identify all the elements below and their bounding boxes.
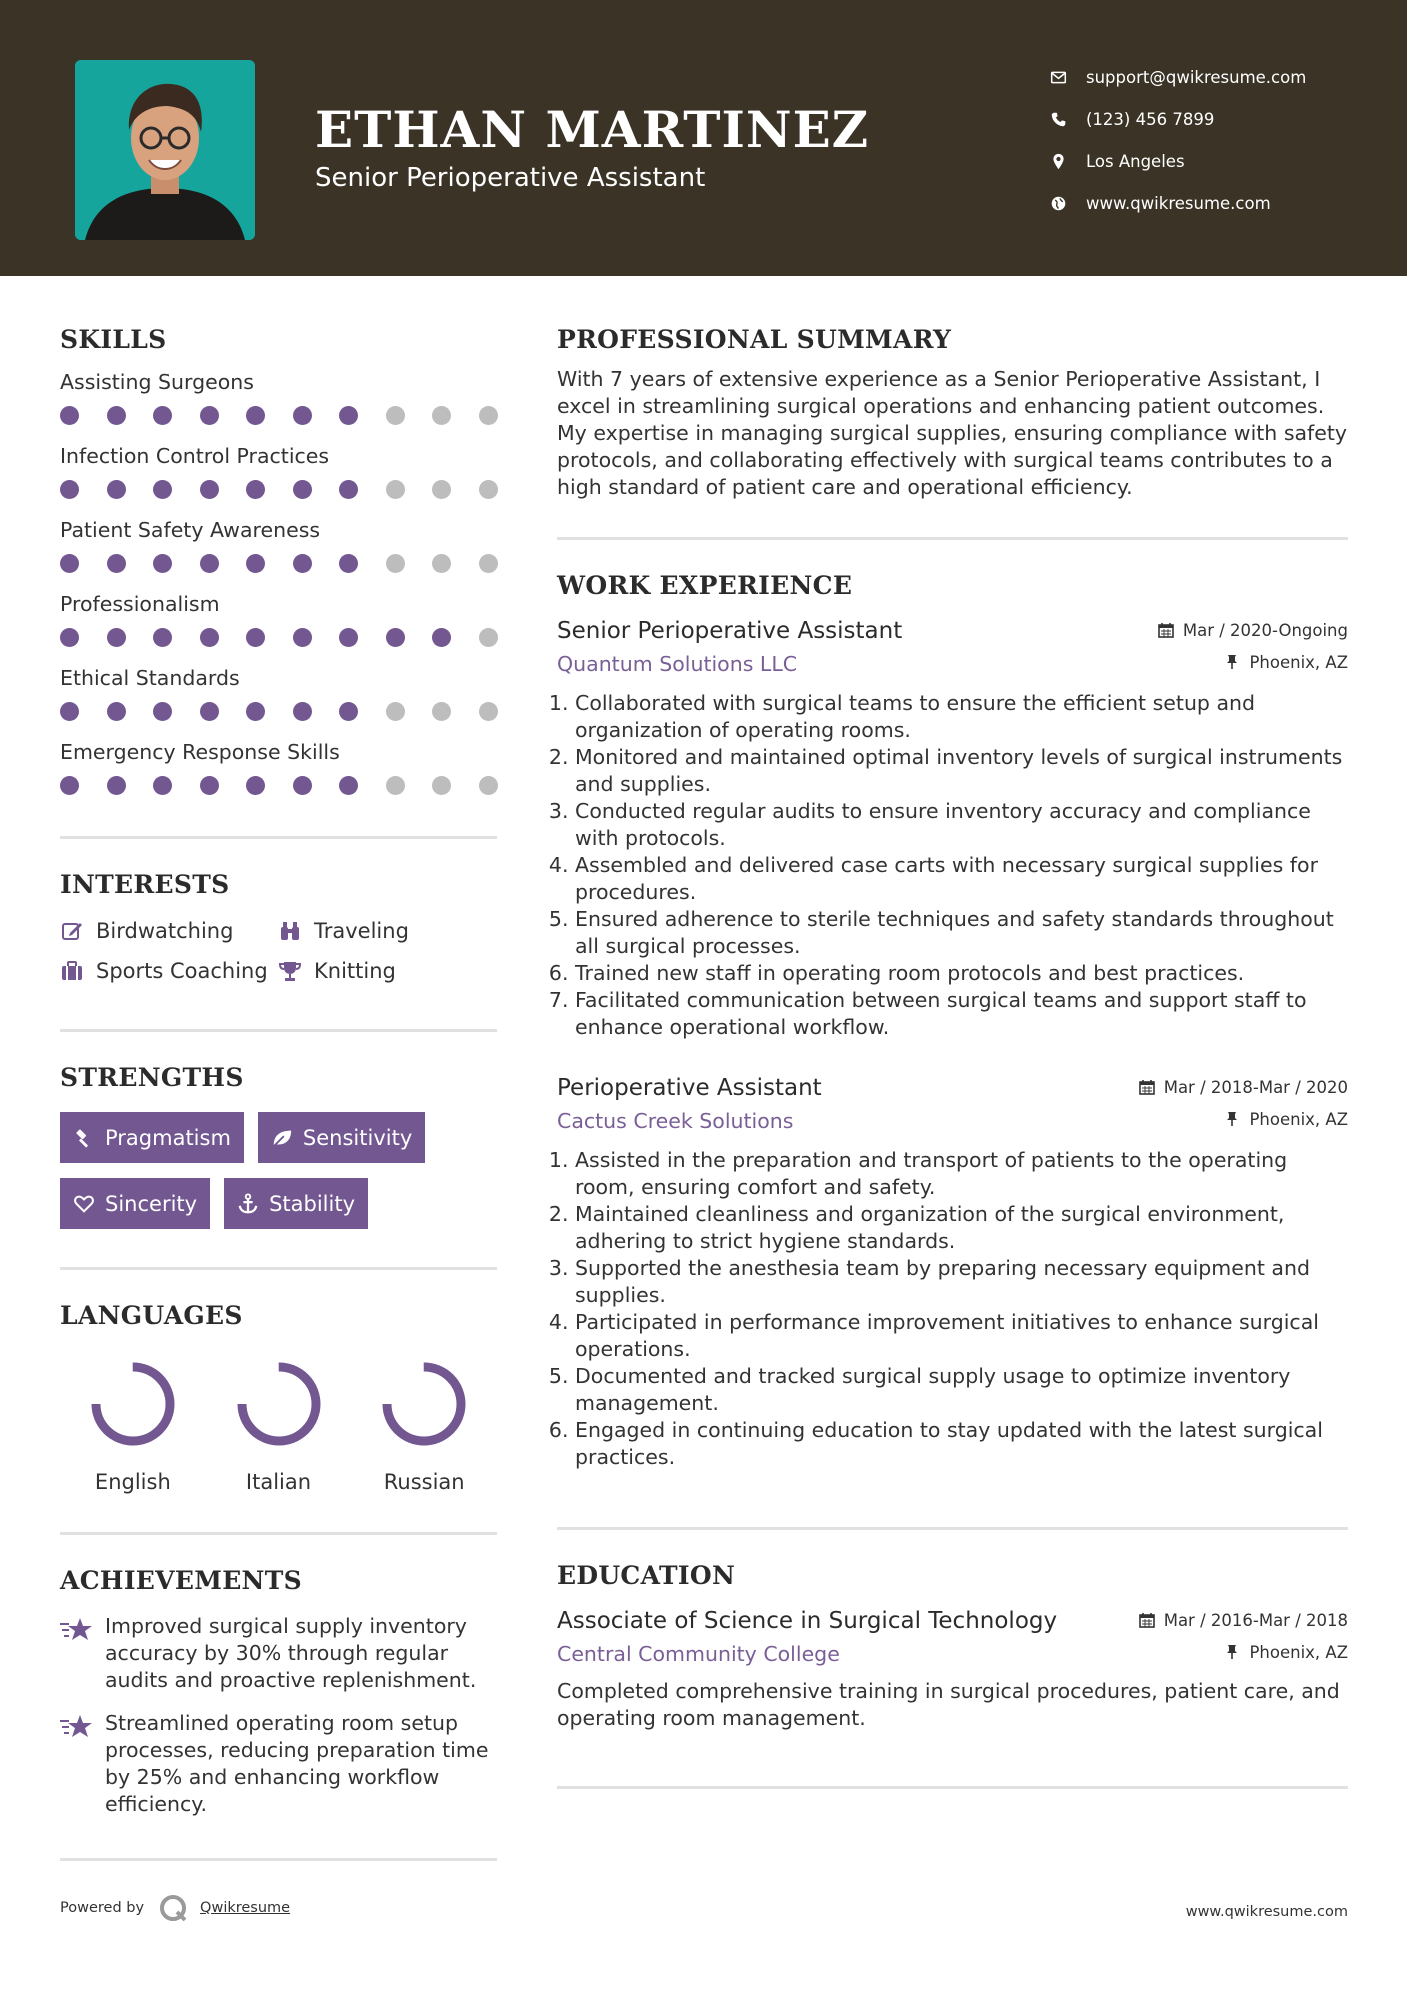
rating-dot — [107, 406, 126, 425]
skill-name: Infection Control Practices — [60, 444, 330, 468]
contact-list — [1050, 56, 1370, 224]
contact-website-text: www.qwikresume.com — [1086, 193, 1271, 213]
job-bullet: 1. Assisted in the preparation and transport of patients to the operating room, ensuring comfort and safety. — [575, 1147, 1348, 1201]
rating-dot — [60, 480, 79, 499]
job-bullet: 6. Engaged in continuing education to stay updated with the latest surgical practices. — [575, 1417, 1348, 1471]
skill-name: Assisting Surgeons — [60, 370, 254, 394]
interests-heading: INTERESTS — [60, 870, 230, 899]
education-description: Completed comprehensive training in surgical procedures, patient care, and operating room management. — [557, 1679, 1340, 1730]
interests-list — [60, 919, 497, 983]
rating-dot — [339, 702, 358, 721]
rating-dot — [60, 406, 79, 425]
job-role: Perioperative Assistant — [557, 1075, 822, 1101]
map-pin-icon — [1050, 153, 1086, 170]
education-entry — [557, 1604, 1348, 1732]
rating-dot — [339, 480, 358, 499]
experience-heading: WORK EXPERIENCE — [557, 571, 853, 600]
job-dates: Mar / 2018-Mar / 2020 — [1139, 1071, 1348, 1103]
languages-list — [60, 1358, 497, 1494]
footer-brand-link[interactable]: Qwikresume — [200, 1900, 291, 1916]
job-meta — [1139, 1071, 1348, 1135]
rating-dot — [107, 628, 126, 647]
resume-header — [0, 0, 1407, 276]
rating-dot — [386, 406, 405, 425]
pushpin-icon — [1224, 654, 1240, 670]
contact-website[interactable] — [1050, 182, 1370, 224]
job-bullet: 5. Documented and tracked surgical supply usage to optimize inventory management. — [575, 1363, 1348, 1417]
job-bullet: 4. Assembled and delivered case carts with necessary surgical supplies for procedures. — [575, 852, 1348, 906]
job-header — [557, 614, 1348, 678]
summary-heading: PROFESSIONAL SUMMARY — [557, 325, 952, 354]
gavel-icon — [73, 1127, 105, 1149]
skills-heading: SKILLS — [60, 325, 167, 354]
job-bullet: 2. Maintained cleanliness and organization of the surgical environment, adhering to strict hygiene standards. — [575, 1201, 1348, 1255]
job-bullet: 5. Ensured adherence to sterile techniques and safety standards throughout all surgical processes. — [575, 906, 1348, 960]
strength-tag: Stability — [224, 1178, 368, 1229]
rating-dot — [432, 776, 451, 795]
rating-dot — [153, 776, 172, 795]
rating-dot — [479, 480, 498, 499]
achievements-list — [60, 1613, 497, 1818]
language-level-ring — [233, 1358, 325, 1450]
rating-dot — [432, 702, 451, 721]
skill-rating — [60, 766, 497, 804]
contact-email[interactable] — [1050, 56, 1370, 98]
heart-icon — [73, 1193, 105, 1215]
rating-dot — [60, 628, 79, 647]
job-meta — [1158, 614, 1348, 678]
section-divider — [60, 1267, 497, 1270]
section-divider — [60, 1858, 497, 1861]
education-degree: Associate of Science in Surgical Technology — [557, 1608, 1058, 1634]
contact-location-text: Los Angeles — [1086, 151, 1185, 171]
star-award-icon — [60, 1710, 105, 1818]
interest-item: Traveling — [278, 919, 497, 943]
achievement-item: Streamlined operating room setup processes, reducing preparation time by 25% and enhancing workflow efficiency. — [60, 1710, 497, 1818]
rating-dot — [153, 702, 172, 721]
rating-dot — [293, 702, 312, 721]
skill-rating — [60, 618, 497, 656]
briefcase-icon — [60, 959, 96, 983]
language-level-ring — [87, 1358, 179, 1450]
rating-dot — [432, 406, 451, 425]
rating-dot — [339, 406, 358, 425]
right-column — [557, 320, 1348, 1789]
calendar-icon — [1139, 1079, 1155, 1095]
candidate-name: ETHAN MARTINEZ — [315, 100, 870, 159]
trophy-icon — [278, 959, 314, 983]
rating-dot — [386, 554, 405, 573]
job-bullet: 3. Supported the anesthesia team by preparing necessary equipment and supplies. — [575, 1255, 1348, 1309]
skill-name: Ethical Standards — [60, 666, 240, 690]
rating-dot — [386, 480, 405, 499]
rating-dot — [107, 702, 126, 721]
star-award-icon — [60, 1613, 105, 1694]
rating-dot — [153, 628, 172, 647]
language-name: Italian — [245, 1470, 312, 1494]
contact-email-text: support@qwikresume.com — [1086, 67, 1307, 87]
skill-name: Professionalism — [60, 592, 220, 616]
rating-dot — [386, 628, 405, 647]
job-company: Quantum Solutions LLC — [557, 652, 798, 676]
education-school: Central Community College — [557, 1642, 840, 1666]
job-entry — [557, 614, 1348, 1041]
rating-dot — [60, 776, 79, 795]
footer-url[interactable]: www.qwikresume.com — [1185, 1904, 1348, 1920]
candidate-title: Senior Perioperative Assistant — [315, 163, 706, 193]
rating-dot — [200, 406, 219, 425]
job-company: Cactus Creek Solutions — [557, 1109, 794, 1133]
achievement-item: Improved surgical supply inventory accuracy by 30% through regular audits and proactive replenishment. — [60, 1613, 497, 1694]
rating-dot — [60, 702, 79, 721]
language-level-ring — [378, 1358, 470, 1450]
rating-dot — [60, 554, 79, 573]
rating-dot — [246, 702, 265, 721]
education-location: Phoenix, AZ — [1139, 1636, 1348, 1668]
rating-dot — [246, 776, 265, 795]
strengths-heading: STRENGTHS — [60, 1063, 244, 1092]
job-bullets — [557, 690, 1348, 1041]
globe-icon — [1050, 195, 1086, 212]
binoculars-icon — [278, 919, 314, 943]
rating-dot — [153, 554, 172, 573]
anchor-icon — [237, 1193, 269, 1215]
job-bullets — [557, 1147, 1348, 1471]
interest-item: Sports Coaching — [60, 959, 278, 983]
job-bullet: 4. Participated in performance improvement initiatives to enhance surgical operations. — [575, 1309, 1348, 1363]
avatar — [75, 60, 255, 240]
rating-dot — [293, 628, 312, 647]
rating-dot — [432, 628, 451, 647]
calendar-icon — [1139, 1612, 1155, 1628]
job-bullet: 1. Collaborated with surgical teams to ensure the efficient setup and organization of operating rooms. — [575, 690, 1348, 744]
calendar-icon — [1158, 622, 1174, 638]
rating-dot — [107, 776, 126, 795]
rating-dot — [200, 702, 219, 721]
section-divider — [60, 1029, 497, 1032]
skill-name: Emergency Response Skills — [60, 740, 340, 764]
rating-dot — [200, 554, 219, 573]
summary-text: With 7 years of extensive experience as a Senior Perioperative Assistant, I excel in streamlining surgical operations and enhancing patient outcomes. My expertise in managing surgical supplies, ensuring compliance with safety protocols, and collaborating effectively with surgical teams contributes to a high standard of patient care and operational efficiency. — [557, 367, 1348, 499]
rating-dot — [200, 776, 219, 795]
section-divider — [557, 1786, 1348, 1789]
skills-list — [60, 368, 497, 804]
language-name: Russian — [383, 1470, 465, 1494]
section-divider — [557, 1527, 1348, 1530]
qwikresume-logo-icon — [158, 1893, 188, 1923]
job-location: Phoenix, AZ — [1158, 646, 1348, 678]
contact-phone-text: (123) 456 7899 — [1086, 109, 1215, 129]
language-item — [206, 1358, 352, 1494]
job-dates: Mar / 2020-Ongoing — [1158, 614, 1348, 646]
strength-tag: Sincerity — [60, 1178, 210, 1229]
envelope-icon — [1050, 69, 1086, 86]
rating-dot — [479, 702, 498, 721]
skill-name: Patient Safety Awareness — [60, 518, 321, 542]
interest-item: Birdwatching — [60, 919, 278, 943]
footer-powered-by: Powered by Qwikresume — [60, 1893, 290, 1923]
phone-icon — [1050, 111, 1086, 128]
section-divider — [60, 1532, 497, 1535]
profile-photo — [75, 60, 255, 240]
rating-dot — [293, 554, 312, 573]
strength-tag: Pragmatism — [60, 1112, 244, 1163]
job-location: Phoenix, AZ — [1139, 1103, 1348, 1135]
rating-dot — [293, 776, 312, 795]
job-bullet: 2. Monitored and maintained optimal inventory levels of surgical instruments and supplies. — [575, 744, 1348, 798]
rating-dot — [432, 480, 451, 499]
rating-dot — [200, 480, 219, 499]
job-bullet: 7. Facilitated communication between surgical teams and support staff to enhance operational workflow. — [575, 987, 1348, 1041]
section-divider — [557, 537, 1348, 540]
rating-dot — [339, 776, 358, 795]
strengths-list — [60, 1112, 497, 1229]
rating-dot — [153, 406, 172, 425]
rating-dot — [386, 776, 405, 795]
contact-location — [1050, 140, 1370, 182]
skill-rating — [60, 470, 497, 508]
rating-dot — [339, 628, 358, 647]
rating-dot — [107, 480, 126, 499]
rating-dot — [246, 406, 265, 425]
education-meta — [1139, 1604, 1348, 1668]
language-item — [60, 1358, 206, 1494]
language-item — [351, 1358, 497, 1494]
education-dates: Mar / 2016-Mar / 2018 — [1139, 1604, 1348, 1636]
pushpin-icon — [1224, 1644, 1240, 1660]
education-header — [557, 1604, 1348, 1668]
rating-dot — [339, 554, 358, 573]
section-divider — [60, 836, 497, 839]
job-header — [557, 1071, 1348, 1135]
left-column — [60, 320, 497, 1861]
rating-dot — [246, 554, 265, 573]
rating-dot — [293, 406, 312, 425]
strength-tag: Sensitivity — [258, 1112, 425, 1163]
achievements-heading: ACHIEVEMENTS — [60, 1566, 302, 1595]
rating-dot — [386, 702, 405, 721]
rating-dot — [246, 628, 265, 647]
rating-dot — [200, 628, 219, 647]
rating-dot — [107, 554, 126, 573]
rating-dot — [479, 554, 498, 573]
job-role: Senior Perioperative Assistant — [557, 618, 903, 644]
education-heading: EDUCATION — [557, 1561, 736, 1590]
contact-phone[interactable] — [1050, 98, 1370, 140]
pushpin-icon — [1224, 1111, 1240, 1127]
job-entry — [557, 1071, 1348, 1471]
languages-heading: LANGUAGES — [60, 1301, 243, 1330]
rating-dot — [293, 480, 312, 499]
rating-dot — [479, 628, 498, 647]
job-bullet: 6. Trained new staff in operating room protocols and best practices. — [575, 960, 1348, 987]
rating-dot — [479, 406, 498, 425]
skill-rating — [60, 544, 497, 582]
skill-rating — [60, 396, 497, 434]
rating-dot — [432, 554, 451, 573]
skill-rating — [60, 692, 497, 730]
rating-dot — [153, 480, 172, 499]
language-name: English — [94, 1470, 171, 1494]
job-bullet: 3. Conducted regular audits to ensure inventory accuracy and compliance with protocols. — [575, 798, 1348, 852]
interest-item: Knitting — [278, 959, 497, 983]
pencil-square-icon — [60, 919, 96, 943]
rating-dot — [479, 776, 498, 795]
rating-dot — [246, 480, 265, 499]
leaf-icon — [271, 1127, 303, 1149]
